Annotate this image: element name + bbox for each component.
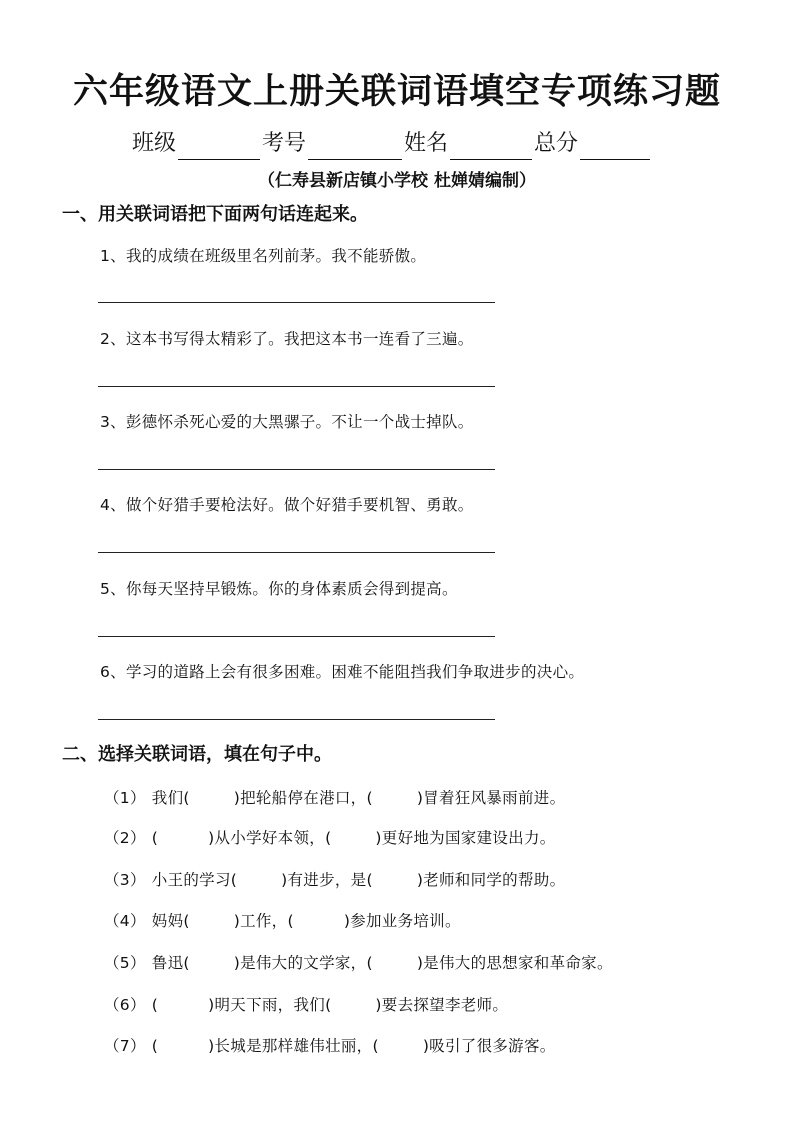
sentence-part: )冒着狂风暴雨前进。 — [416, 789, 566, 807]
section2-heading: 二、选择关联词语，填在句子中。 — [62, 744, 332, 765]
question-number: （3） — [104, 871, 146, 889]
sentence-part: ( — [151, 1037, 159, 1055]
sentence-part: )吸引了很多游客。 — [422, 1037, 556, 1055]
sentence-part: )工作，( — [233, 912, 294, 930]
author-line: （仁寿县新店镇小学校 杜婵婧编制） — [258, 171, 536, 191]
class-label: 班级 — [132, 131, 177, 156]
sentence-part: ( — [151, 829, 159, 847]
total-label: 总分 — [534, 131, 579, 156]
sentence-part: )是伟大的文学家，( — [233, 954, 373, 972]
sentence-part: )是伟大的思想家和革命家。 — [416, 954, 613, 972]
fill-question-7 — [104, 1034, 556, 1058]
sentence-part: )有进步，是( — [281, 871, 373, 889]
answer-line-2[interactable] — [98, 386, 495, 387]
fill-question-1 — [104, 786, 565, 810]
name-label: 姓名 — [404, 131, 449, 156]
section1-heading: 一、用关联词语把下面两句话连起来。 — [62, 204, 368, 225]
fill-question-2 — [104, 826, 556, 850]
answer-line-1[interactable] — [98, 302, 495, 303]
sentence-part: )更好地为国家建设出力。 — [375, 829, 556, 847]
sentence-part: )长城是那样雄伟壮丽，( — [208, 1037, 379, 1055]
question-number: （1） — [104, 789, 146, 807]
sentence-part: )明天下雨，我们( — [208, 996, 332, 1014]
rewrite-question-3: 3、彭德怀杀死心爱的大黑骡子。不让一个战士掉队。 — [100, 413, 474, 431]
class-blank[interactable] — [178, 133, 260, 160]
question-number: （5） — [104, 954, 146, 972]
fill-question-3 — [104, 868, 565, 892]
answer-line-4[interactable] — [98, 552, 495, 553]
exam-no-blank[interactable] — [308, 133, 402, 160]
rewrite-question-5: 5、你每天坚持早锻炼。你的身体素质会得到提高。 — [100, 580, 458, 598]
sentence-part: 鲁迅( — [151, 954, 190, 972]
sentence-part: )参加业务培训。 — [343, 912, 461, 930]
name-blank[interactable] — [450, 133, 532, 160]
sentence-part: )要去探望李老师。 — [375, 996, 509, 1014]
page-title: 六年级语文上册关联词语填空专项练习题 — [72, 71, 721, 112]
answer-line-3[interactable] — [98, 469, 495, 470]
sentence-part: )老师和同学的帮助。 — [416, 871, 566, 889]
rewrite-question-4: 4、做个好猎手要枪法好。做个好猎手要机智、勇敢。 — [100, 496, 474, 514]
rewrite-question-2: 2、这本书写得太精彩了。我把这本书一连看了三遍。 — [100, 330, 474, 348]
question-number: （6） — [104, 996, 146, 1014]
total-blank[interactable] — [580, 133, 650, 160]
sentence-part: ( — [151, 996, 159, 1014]
fill-question-4 — [104, 909, 461, 933]
sentence-part: 妈妈( — [151, 912, 190, 930]
sentence-part: 我们( — [151, 789, 190, 807]
sentence-part: )从小学好本领，( — [208, 829, 332, 847]
sentence-part: 小王的学习( — [151, 871, 238, 889]
question-number: （4） — [104, 912, 146, 930]
fill-question-6 — [104, 993, 508, 1017]
student-info-line — [132, 128, 652, 160]
fill-question-5 — [104, 951, 613, 975]
answer-line-5[interactable] — [98, 636, 495, 637]
rewrite-question-6: 6、学习的道路上会有很多困难。困难不能阻挡我们争取进步的决心。 — [100, 663, 585, 681]
rewrite-question-1: 1、我的成绩在班级里名列前茅。我不能骄傲。 — [100, 247, 427, 265]
answer-line-6[interactable] — [98, 719, 495, 720]
sentence-part: )把轮船停在港口，( — [233, 789, 373, 807]
exam-no-label: 考号 — [262, 131, 307, 156]
question-number: （2） — [104, 829, 146, 847]
question-number: （7） — [104, 1037, 146, 1055]
